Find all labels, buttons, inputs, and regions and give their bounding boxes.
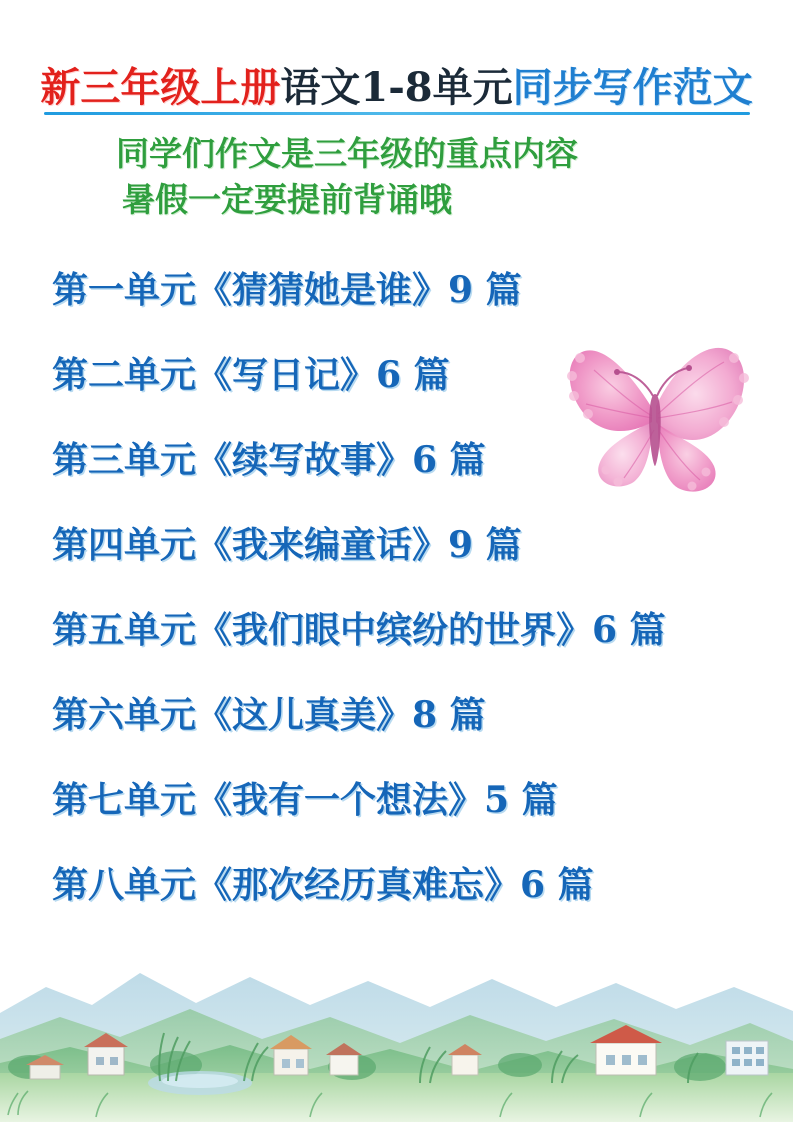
title-underline-divider <box>44 112 750 115</box>
unit-label: 第八单元《那次经历真难忘》6 篇 <box>52 864 594 906</box>
landscape-illustration <box>0 947 793 1122</box>
list-item <box>0 418 793 503</box>
subtitle <box>116 131 756 223</box>
list-item <box>0 333 793 418</box>
subtitle-line-1: 同学们作文是三年级的重点内容 <box>116 134 578 173</box>
unit-label: 第四单元《我来编童话》9 篇 <box>52 524 522 566</box>
list-item <box>0 588 793 673</box>
list-item <box>0 843 793 928</box>
unit-list <box>0 248 793 928</box>
title-part-blue: 同步写作范文 <box>512 64 753 111</box>
list-item <box>0 758 793 843</box>
title-part-red: 新三年级上册 <box>40 64 281 111</box>
unit-label: 第三单元《续写故事》6 篇 <box>52 439 486 481</box>
list-item <box>0 503 793 588</box>
unit-label: 第七单元《我有一个想法》5 篇 <box>52 779 558 821</box>
unit-label: 第五单元《我们眼中缤纷的世界》6 篇 <box>52 609 666 651</box>
title-part-dark: 语文1-8单元 <box>280 64 513 111</box>
list-item <box>0 673 793 758</box>
unit-label: 第六单元《这儿真美》8 篇 <box>52 694 486 736</box>
unit-label: 第一单元《猜猜她是谁》9 篇 <box>52 269 522 311</box>
list-item <box>0 248 793 333</box>
unit-label: 第二单元《写日记》6 篇 <box>52 354 450 396</box>
page-title <box>0 56 793 113</box>
subtitle-line-2: 暑假一定要提前背诵哦 <box>122 180 452 219</box>
